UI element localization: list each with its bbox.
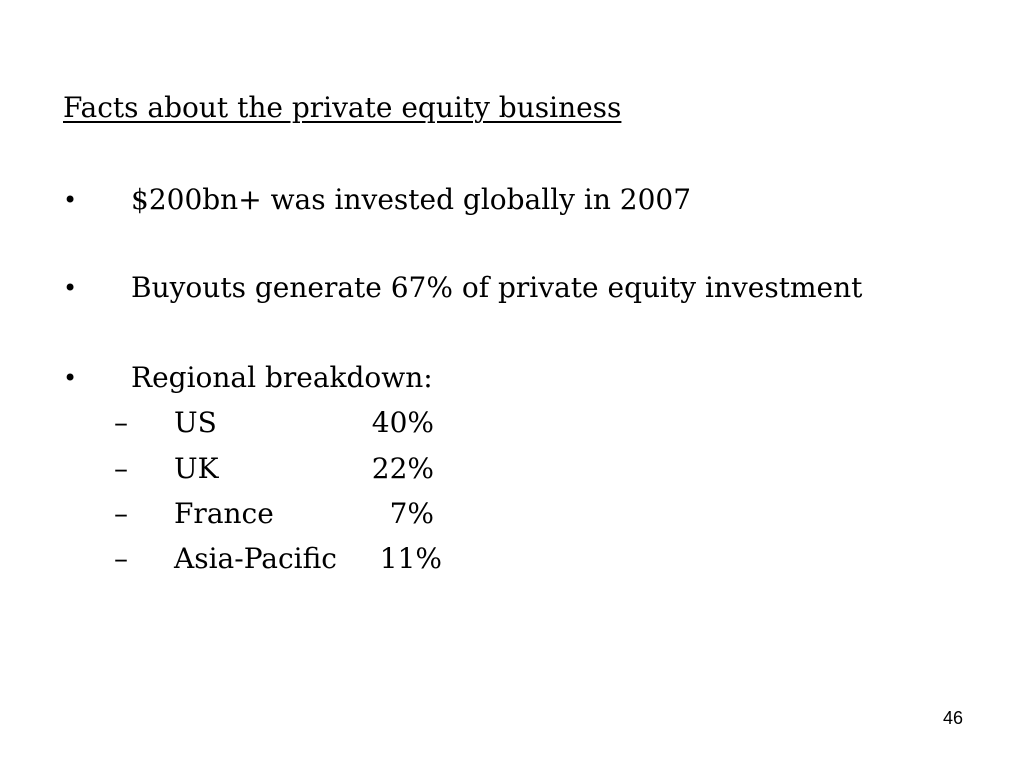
- sub-bullet-marker: –: [114, 406, 128, 439]
- page-number: 46: [942, 708, 963, 728]
- bullet-marker: •: [63, 364, 78, 392]
- region-share: 22%: [371, 452, 434, 485]
- region-name: UK: [174, 452, 219, 485]
- region-item-uk: [114, 449, 474, 489]
- region-share: 11%: [379, 542, 442, 575]
- bullet-text: Regional breakdown:: [131, 361, 433, 394]
- bullet-marker: •: [63, 274, 78, 302]
- sub-bullet-marker: –: [114, 542, 128, 575]
- bullet-text: Buyouts generate 67% of private equity investment: [131, 271, 863, 304]
- region-name: France: [174, 497, 274, 530]
- region-item-asia-pacific: [114, 539, 474, 579]
- region-share: 40%: [371, 406, 434, 439]
- bullet-text: $200bn+ was invested globally in 2007: [131, 183, 692, 216]
- bullet-marker: •: [63, 186, 78, 214]
- sub-bullet-marker: –: [114, 497, 128, 530]
- sub-bullet-marker: –: [114, 452, 128, 485]
- region-share: 7%: [389, 497, 434, 530]
- region-item-us: [114, 403, 474, 443]
- region-name: US: [174, 406, 217, 439]
- slide-title: Facts about the private equity business: [63, 91, 622, 124]
- region-name: Asia-Pacific: [174, 542, 337, 575]
- region-item-france: [114, 494, 474, 534]
